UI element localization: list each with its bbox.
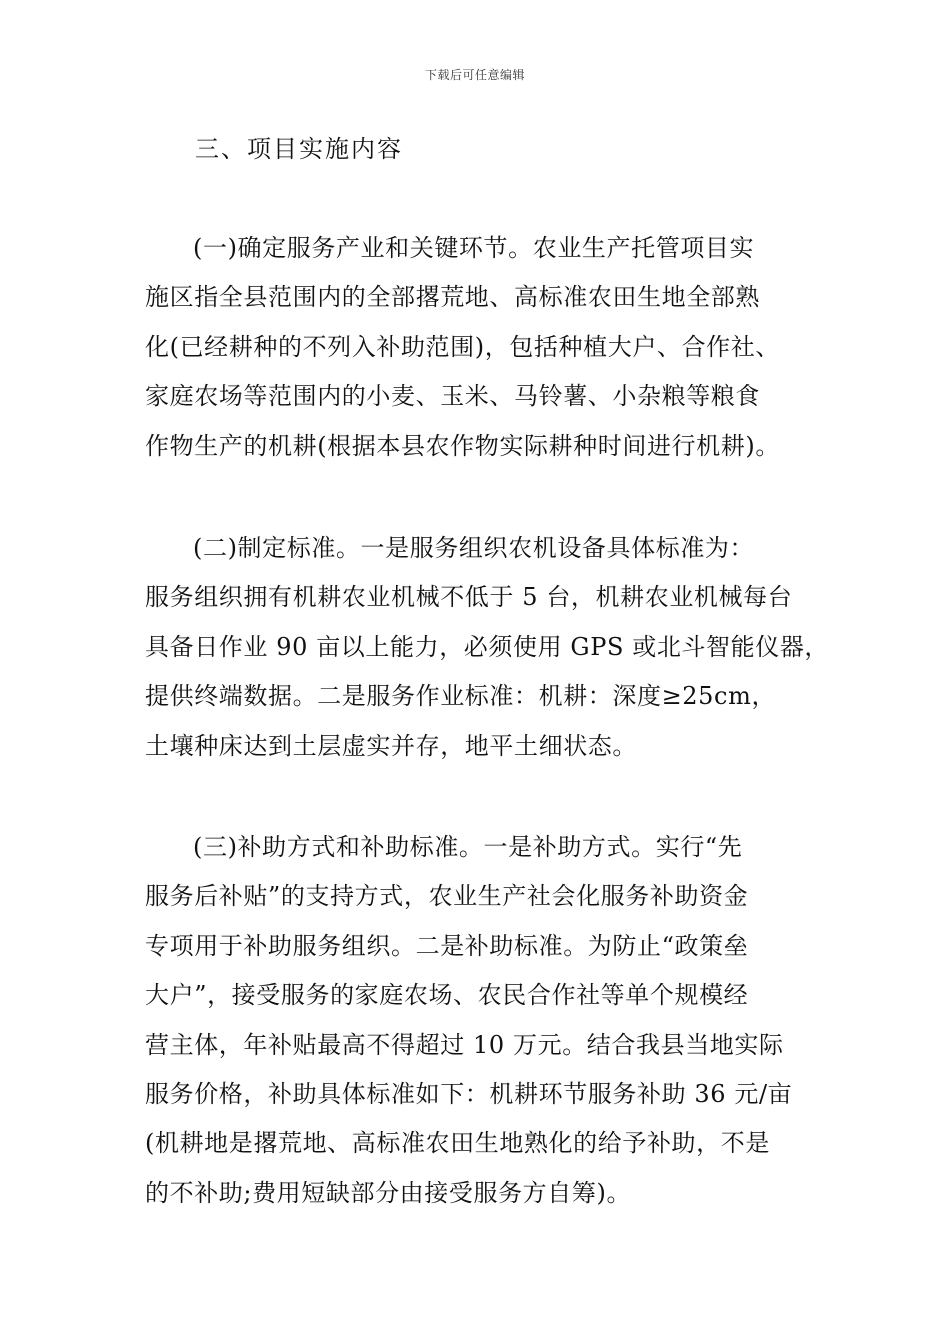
paragraph-line: 具备日作业 90 亩以上能力，必须使用 GPS 或北斗智能仪器， (145, 632, 830, 661)
paragraph-line: 专项用于补助服务组织。二是补助标准。为防止“政策垒 (145, 931, 749, 960)
paragraph-line: 化(已经耕种的不列入补助范围)，包括种植大户、合作社、 (145, 332, 780, 361)
paragraph-line: 服务价格，补助具体标准如下：机耕环节服务补助 36 元/亩 (145, 1080, 793, 1109)
paragraph-1 (145, 224, 815, 471)
paragraph-line: (一)确定服务产业和关键环节。农业生产托管项目实 (193, 234, 755, 262)
paragraph-line: 家庭农场等范围内的小麦、玉米、马铃薯、小杂粮等粮食 (145, 382, 760, 411)
paragraph-line: 营主体，年补贴最高不得超过 10 万元。结合我县当地实际 (145, 1030, 784, 1059)
paragraph-line: 的不补助;费用短缺部分由接受服务方自筹)。 (145, 1178, 632, 1207)
paragraph-line: (二)制定标准。一是服务组织农机设备具体标准为： (193, 534, 755, 562)
paragraph-line: 土壤种床达到土层虚实并存，地平土细状态。 (145, 731, 637, 760)
paragraph-line: 大户”，接受服务的家庭农场、农民合作社等单个规模经 (145, 981, 749, 1010)
paragraph-line: 服务组织拥有机耕农业机械不低于 5 台，机耕农业机械每台 (145, 583, 793, 612)
paragraph-3 (145, 823, 815, 1218)
header-note: 下载后可任意编辑 (424, 68, 525, 82)
paragraph-line: 提供终端数据。二是服务作业标准：机耕：深度≥25cm， (145, 682, 777, 711)
paragraph-2 (145, 524, 830, 771)
section-heading: 三、项目实施内容 (195, 135, 403, 163)
paragraph-line: (三)补助方式和补助标准。一是补助方式。实行“先 (193, 833, 743, 861)
paragraph-line: 作物生产的机耕(根据本县农作物实际耕种时间进行机耕)。 (145, 431, 780, 460)
paragraph-line: 施区指全县范围内的全部撂荒地、高标准农田生地全部熟 (145, 283, 760, 312)
paragraph-line: (机耕地是撂荒地、高标准农田生地熟化的给予补助，不是 (145, 1129, 770, 1158)
paragraph-line: 服务后补贴”的支持方式，农业生产社会化服务补助资金 (145, 882, 749, 911)
